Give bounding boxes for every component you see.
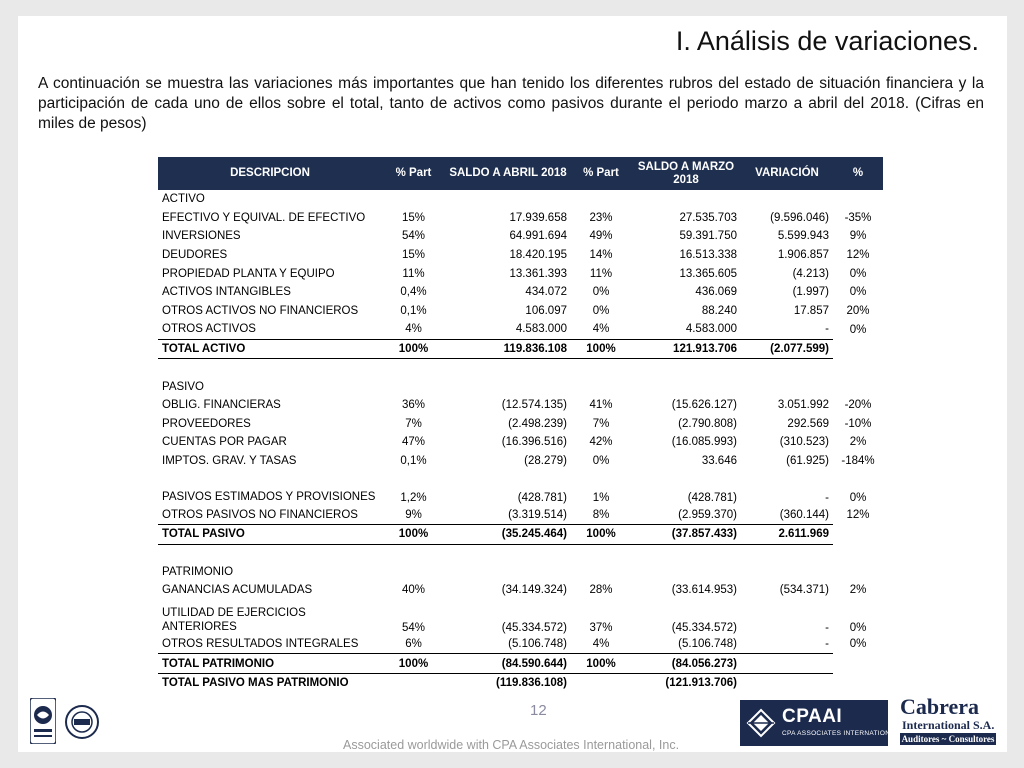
intro-paragraph: A continuación se muestra las variaciones más importantes que han tenido los diferentes rubros del estado de situación financiera y la participación de cada uno de ellos sobre el total, tanto de activos como pasivos durante el periodo marzo a abril del 2018. (Cifras en miles de pesos) [38,75,984,132]
cpaai-logo-text: CPAAI [782,706,843,727]
table-cell: (2.498.239) [508,417,567,430]
table-cell: 42% [589,436,613,449]
table-cell: PROVEEDORES [162,417,251,430]
header-part-marzo: % Part [571,157,631,190]
table-cell: 0,4% [400,286,427,299]
table-cell: 2% [849,436,867,449]
header-descripcion: DESCRIPCION [158,157,382,190]
table-row [158,452,883,471]
table-cell: 0,1% [400,304,427,317]
spacer-row [158,359,883,378]
table-cell: 17.857 [793,304,829,317]
table-cell: 434.072 [525,286,567,299]
table-cell [741,673,833,692]
table-cell: 54% [401,230,426,243]
table-cell: (12.574.135) [501,399,567,412]
table-cell: 106.097 [525,304,567,317]
table-cell: 40% [401,584,426,597]
table-cell: (33.614.953) [671,584,737,597]
table-cell: (1.997) [792,286,829,299]
table-cell: 0% [849,323,867,336]
table-cell: 14% [589,249,613,262]
table-row [158,209,883,228]
table-cell: 11% [402,267,425,280]
table-cell: (2.790.808) [678,417,737,430]
table-cell: EFECTIVO Y EQUIVAL. DE EFECTIVO [162,211,366,224]
slide [18,16,1007,752]
table-cell: TOTAL PATRIMONIO [158,654,382,674]
header-part-abril: % Part [382,157,445,190]
table-cell: 47% [401,436,426,449]
table-cell: 0% [849,286,867,299]
table-cell: 0% [592,286,610,299]
table-cell: 7% [592,417,610,430]
table-cell [833,654,883,674]
table-cell: 9% [405,508,422,521]
table-cell: -10% [844,417,872,430]
table-cell: 1,2% [400,492,427,505]
table-cell: TOTAL ACTIVO [158,339,382,359]
table-cell: (35.245.464) [445,524,571,544]
table-cell: (360.144) [779,508,829,521]
table-cell: -184% [841,455,875,468]
table-cell: OTROS PASIVOS NO FINANCIEROS [162,508,358,521]
slide-title: I. Análisis de variaciones. [675,26,979,56]
table-cell: 8% [592,508,610,521]
table-cell: 59.391.750 [679,230,737,243]
table-cell: (34.149.324) [501,584,567,597]
table-cell: IMPTOS. GRAV. Y TASAS [162,455,297,468]
table-cell: 54% [401,621,426,634]
table-cell: 33.646 [701,455,737,468]
cpaai-logo-subtext: CPA ASSOCIATES INTERNATIONAL [782,730,899,737]
table-row [158,396,883,415]
table-cell: (37.857.433) [631,524,741,544]
table-cell: (84.590.644) [445,654,571,674]
table-row [158,264,883,283]
table-cell: 0% [592,455,610,468]
spacer-cell [158,359,883,378]
table-cell: (119.836.108) [496,677,567,690]
table-cell: 13.365.605 [679,267,737,280]
table-row [158,320,883,339]
table-cell: (310.523) [779,436,829,449]
section-row-activo [158,190,883,209]
table-cell: 9% [849,230,867,243]
table-cell: (84.056.273) [631,654,741,674]
table-cell: 0% [849,492,867,505]
table-cell: - [825,637,829,650]
header-percent: % [833,157,883,190]
section-label: PASIVO [162,380,204,393]
table-row [158,470,883,505]
table-cell [741,654,833,674]
table-cell: - [825,492,829,505]
footer-text: Associated worldwide with CPA Associates International, Inc. [343,738,680,752]
table-cell: (45.334.572) [501,621,567,634]
table-cell: (3.319.514) [508,508,567,521]
table-row [158,581,883,600]
table-cell: (61.925) [786,455,829,468]
table-cell: -20% [844,399,872,412]
table-cell: 1.906.857 [777,249,829,262]
table-cell: (5.106.748) [678,637,737,650]
table-header-row [158,157,883,190]
table-row [158,246,883,265]
table-cell: 11% [589,267,613,280]
table-cell: (121.913.706) [665,677,737,690]
table-cell: 1% [592,492,610,505]
table-cell [571,673,631,692]
table-cell: 12% [846,249,870,262]
table-cell: OBLIG. FINANCIERAS [162,399,281,412]
table-cell: - [825,323,829,336]
table-cell: (9.596.046) [770,211,829,224]
table-row [158,283,883,302]
table-cell: (2.077.599) [741,339,833,359]
table-cell: 41% [589,399,613,412]
table-cell [833,673,883,692]
table-cell: TOTAL PASIVO [158,524,382,544]
section-label: ACTIVO [162,193,205,206]
table-cell: 18.420.195 [509,249,567,262]
header-variacion: VARIACIÓN [741,157,833,190]
table-cell: 15% [401,249,426,262]
table-cell: 20% [846,304,870,317]
table-cell: 15% [401,211,426,224]
globe-icon [746,708,776,738]
table-cell: OTROS ACTIVOS [162,323,256,336]
table-cell: 100% [571,654,631,674]
table-cell: 64.991.694 [509,230,567,243]
table-cell: 12% [846,508,870,521]
table-cell: 100% [382,339,445,359]
table-cell: PASIVOS ESTIMADOS Y PROVISIONES [162,491,376,504]
table-cell: (5.106.748) [508,637,567,650]
iso-certification-logo [30,698,56,744]
header-saldo-abril: SALDO A ABRIL 2018 [445,157,571,190]
table-cell: 7% [405,417,422,430]
table-cell: 28% [589,584,613,597]
table-cell: 3.051.992 [777,399,829,412]
table-cell: 17.939.658 [509,211,567,224]
table-cell: 119.836.108 [445,339,571,359]
table-cell: PROPIEDAD PLANTA Y EQUIPO [162,267,335,280]
section-row-pasivo [158,377,883,396]
table-cell: 4% [592,637,610,650]
table-cell: (428.781) [687,492,737,505]
cabrera-logo-tag: Auditores ~ Consultores [901,734,995,744]
table-cell: 37% [589,621,613,634]
table-row [158,302,883,321]
table-cell: 4% [405,323,422,336]
financial-table [158,157,883,692]
table-cell: 23% [589,211,613,224]
section-row-patrimonio [158,563,883,582]
spacer-row [158,544,883,563]
table-cell: (45.334.572) [671,621,737,634]
table-cell: 0% [592,304,610,317]
table-row [158,227,883,246]
table-row [158,415,883,434]
table-cell: (16.085.993) [671,436,737,449]
table-cell: 49% [589,230,613,243]
cpaai-logo [740,700,899,746]
table-cell: OTROS RESULTADOS INTEGRALES [162,637,359,650]
table-cell: - [825,621,829,634]
table-cell: 13.361.393 [509,267,567,280]
total-row [158,524,883,544]
cabrera-logo-name: Cabrera [900,694,980,719]
table-cell: GANANCIAS ACUMULADAS [162,584,313,597]
cabrera-logo-sub: International S.A. [902,718,995,732]
total-row [158,339,883,359]
table-cell: DEUDORES [162,249,228,262]
table-cell: (28.279) [524,455,567,468]
table-row [158,505,883,524]
table-cell: 0% [849,638,867,651]
table-cell: 436.069 [695,286,737,299]
table-cell: (534.371) [779,584,829,597]
table-cell: (2.959.370) [678,508,737,521]
table-cell: (428.781) [517,492,567,505]
table-cell: 0% [849,267,867,280]
table-cell: 16.513.338 [679,249,737,262]
table-cell: 4.583.000 [685,323,737,336]
table-cell: 2% [849,584,867,597]
cabrera-logo [898,694,998,746]
table-cell: 5.599.943 [777,230,829,243]
table-row [158,673,883,692]
table-cell: 27.535.703 [679,211,737,224]
table-cell: ACTIVOS INTANGIBLES [162,286,291,299]
table-cell: 0% [849,621,867,634]
table-cell: 6% [405,637,422,650]
table-cell: 100% [382,524,445,544]
table-cell: -35% [844,211,872,224]
table-cell: 4% [592,323,610,336]
header-saldo-marzo: SALDO A MARZO 2018 [631,157,741,190]
table-cell: 292.569 [787,417,829,430]
table-cell: 2.611.969 [741,524,833,544]
table-row [158,600,883,635]
total-row [158,654,883,674]
section-label: PATRIMONIO [162,565,234,578]
table-cell: INVERSIONES [162,230,241,243]
table-cell: (4.213) [792,267,829,280]
table-cell: 36% [401,399,426,412]
table-cell: (16.396.516) [501,436,567,449]
table-cell: 100% [571,339,631,359]
table-cell: UTILIDAD DE EJERCICIOS ANTERIORES [162,606,306,633]
table-cell: 100% [382,654,445,674]
table-cell [833,524,883,544]
page-number: 12 [530,702,547,719]
table-cell [833,339,883,359]
table-cell: 88.240 [701,304,737,317]
table-cell: 4.583.000 [515,323,567,336]
spacer-cell [158,544,883,563]
table-cell: 121.913.706 [631,339,741,359]
table-cell: 0,1% [400,455,427,468]
table-row [158,433,883,452]
table-cell: (15.626.127) [671,399,737,412]
table-cell [382,673,445,692]
table-cell: OTROS ACTIVOS NO FINANCIEROS [162,304,359,317]
table-row [158,635,883,654]
icontec-logo [64,704,100,740]
table-cell: 100% [571,524,631,544]
table-cell: TOTAL PASIVO MAS PATRIMONIO [162,677,349,690]
table-cell: CUENTAS POR PAGAR [162,436,287,449]
